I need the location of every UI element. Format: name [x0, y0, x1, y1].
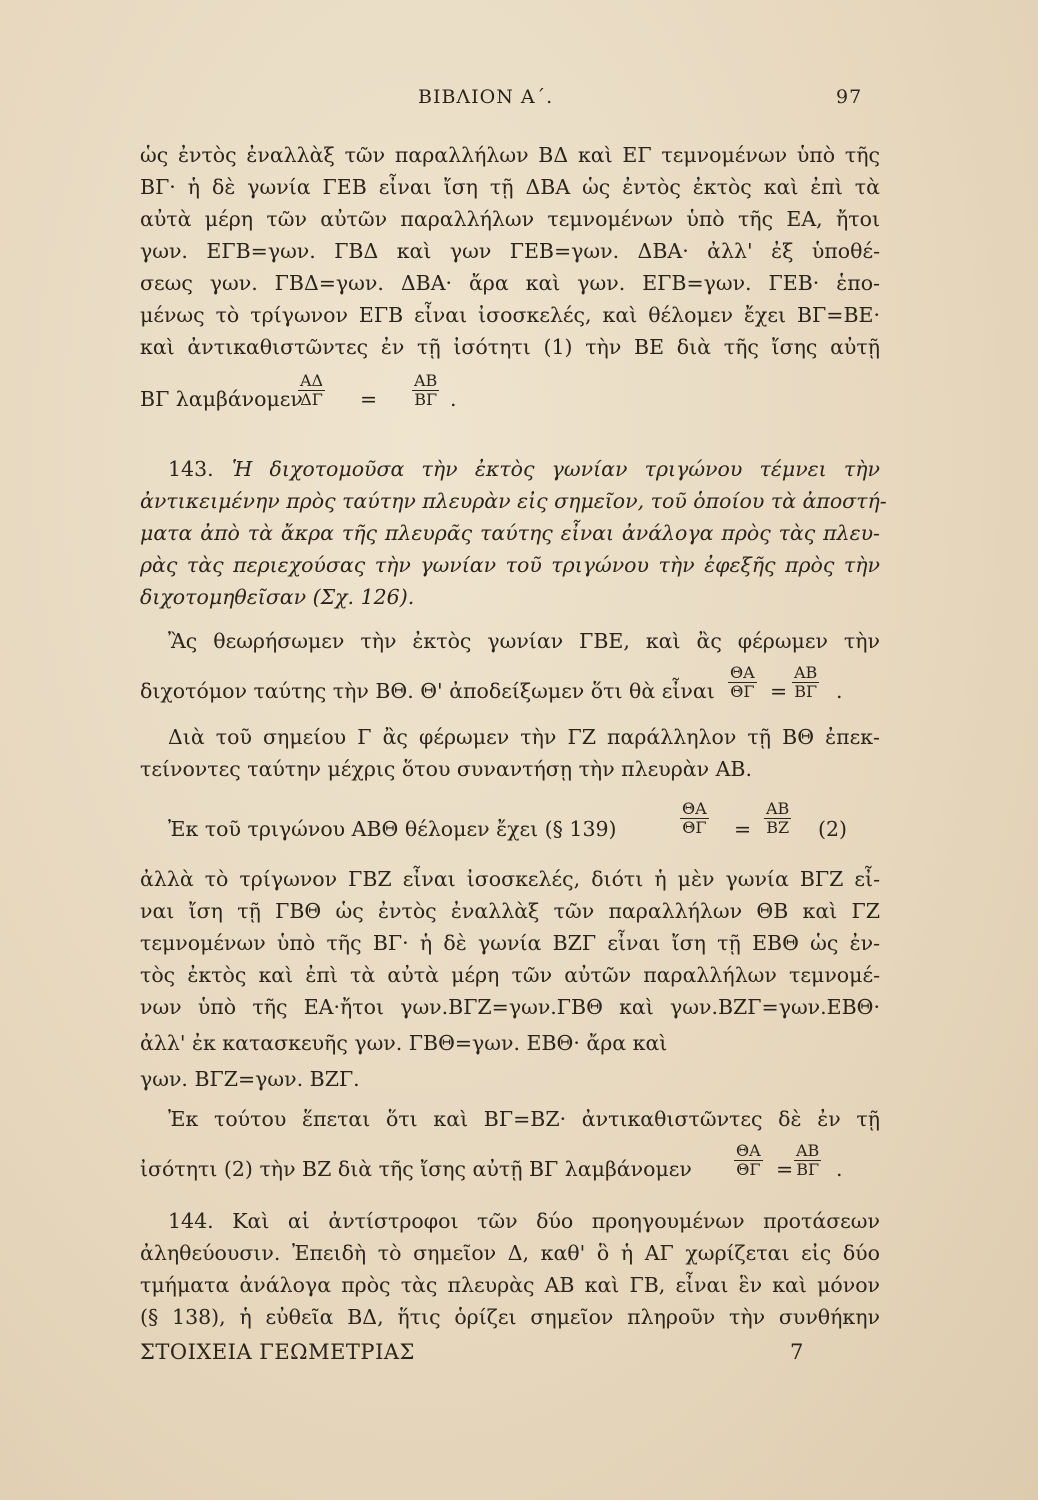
text-line: τὸς ἐκτὸς καὶ ἐπὶ τὰ αὐτὰ μέρη τῶν αὐτῶν παραλλήλων τεμνομέ- — [140, 963, 880, 987]
text-line: ἀληθεύουσιν. Ἐπειδὴ τὸ σημεῖον Δ, καθ' ὃ ἡ ΑΓ χωρίζεται εἰς δύο — [140, 1241, 880, 1265]
equation-text: ΒΓ λαμβάνομεν — [140, 387, 303, 411]
equation-text: Ἐκ τοῦ τριγώνου ΑΒΘ θέλομεν ἔχει (§ 139) — [168, 817, 617, 841]
numerator: ΘΑ — [682, 799, 707, 818]
fraction — [680, 800, 709, 837]
page-number: 97 — [836, 86, 863, 108]
signature-mark: ΣΤΟΙΧΕΙΑ ΓΕΩΜΕΤΡΙΑΣ — [140, 1340, 415, 1364]
text-line: 144. Καὶ αἱ ἀντίστροφοι τῶν δύο προηγουμένων προτάσεων — [168, 1209, 880, 1233]
text-line: αὐτὰ μέρη τῶν αὐτῶν παραλλήλων τεμνομένων ὑπὸ τῆς ΕΑ, ἤτοι — [140, 207, 880, 231]
theorem-line: Ἡ διχοτομοῦσα τὴν ἐκτὸς γωνίαν τριγώνου τέμνει τὴν — [232, 457, 880, 481]
text-line: γων. ΕΓΒ=γων. ΓΒΔ καὶ γων ΓΕΒ=γων. ΔΒΑ· ἀλλ' ἐξ ὑποθέ- — [140, 239, 880, 263]
text-line: ΒΓ· ἡ δὲ γωνία ΓΕΒ εἶναι ἴση τῇ ΔΒΑ ὡς ἐντὸς ἐκτὸς καὶ ἐπὶ τὰ — [140, 175, 880, 199]
period: . — [836, 1157, 843, 1181]
denominator: ΘΓ — [682, 818, 707, 837]
text-line: τμήματα ἀνάλογα πρὸς τὰς πλευρὰς ΑΒ καὶ ΓΒ, εἶναι ἓν καὶ μόνον — [140, 1273, 880, 1297]
denominator: ΒΖ — [766, 818, 790, 837]
text-line: ἀλλ' ἐκ κατασκευῆς γων. ΓΒΘ=γων. ΕΒΘ· ἄρα καὶ — [140, 1031, 668, 1055]
numerator: ΘΑ — [730, 663, 755, 682]
denominator: ΒΓ — [796, 1160, 820, 1179]
denominator: ΘΓ — [736, 1160, 761, 1179]
fraction — [728, 664, 757, 701]
text-line: Διὰ τοῦ σημείου Γ ἂς φέρωμεν τὴν ΓΖ παράλληλον τῇ ΒΘ ἐπεκ- — [168, 725, 880, 749]
section-number: 143. — [168, 457, 214, 481]
text-line: ὡς ἐντὸς ἐναλλὰξ τῶν παραλλήλων ΒΔ καὶ ΕΓ τεμνομένων ὑπὸ τῆς — [140, 143, 880, 167]
equals-sign: = — [776, 1157, 794, 1181]
denominator: ΘΓ — [730, 682, 755, 701]
denominator: ΒΓ — [794, 682, 818, 701]
numerator: ΑΒ — [414, 371, 438, 390]
numerator: ΑΒ — [796, 1141, 820, 1160]
period: . — [450, 387, 457, 411]
denominator: ΔΓ — [300, 390, 323, 409]
text-line: τείνοντες ταύτην μέχρις ὅτου συναντήσῃ τὴν πλευρὰν ΑΒ. — [140, 757, 752, 781]
running-header — [0, 86, 1038, 116]
text-line: σεως γων. ΓΒΔ=γων. ΔΒΑ· ἄρα καὶ γων. ΕΓΒ=γων. ΓΕΒ· ἑπο- — [140, 271, 880, 295]
equation-text: ἰσότητι (2) τὴν ΒΖ διὰ τῆς ἴσης αὐτῇ ΒΓ λαμβάνομεν — [140, 1157, 692, 1181]
equation-text: διχοτόμον ταύτης τὴν ΒΘ. Θ' ἀποδείξωμεν ὅτι θὰ εἶναι — [140, 679, 715, 703]
equals-sign: = — [734, 817, 752, 841]
fraction — [764, 800, 791, 837]
numerator: ΑΔ — [300, 371, 324, 390]
equals-sign: = — [360, 387, 378, 411]
numerator: ΑΒ — [766, 799, 790, 818]
numerator: ΘΑ — [736, 1141, 761, 1160]
theorem-line: ματα ἀπὸ τὰ ἄκρα τῆς πλευρᾶς ταύτης εἶναι ἀνάλογα πρὸς τὰς πλευ- — [140, 521, 880, 545]
text-line: καὶ ἀντικαθιστῶντες ἐν τῇ ἰσότητι (1) τὴν ΒΕ διὰ τῆς ἴσης αὐτῇ — [140, 335, 880, 359]
text-line: (§ 138), ἡ εὐθεῖα ΒΔ, ἥτις ὁρίζει σημεῖον πληροῦν τὴν συνθήκην — [140, 1305, 880, 1329]
denominator: ΒΓ — [414, 390, 438, 409]
period: . — [836, 679, 843, 703]
equation-tag: (2) — [818, 817, 848, 841]
fraction — [298, 372, 325, 409]
numerator: ΑΒ — [794, 663, 818, 682]
text-line: Ἐκ τούτου ἕπεται ὅτι καὶ ΒΓ=ΒΖ· ἀντικαθιστῶντες δὲ ἐν τῇ — [168, 1107, 880, 1131]
fraction — [794, 1142, 821, 1179]
text-line: Ἂς θεωρήσωμεν τὴν ἐκτὸς γωνίαν ΓΒΕ, καὶ ἂς φέρωμεν τὴν — [168, 629, 880, 653]
fraction — [734, 1142, 763, 1179]
theorem-line: ρὰς τὰς περιεχούσας τὴν γωνίαν τοῦ τριγώνου τὴν ἐφεξῆς πρὸς τὴν — [140, 553, 880, 577]
theorem-line: ἀντικειμένην πρὸς ταύτην πλευρὰν εἰς σημεῖον, τοῦ ὁποίου τὰ ἀποστή- — [140, 489, 887, 513]
text-line: ναι ἴση τῇ ΓΒΘ ὡς ἐντὸς ἐναλλὰξ τῶν παραλλήλων ΘΒ καὶ ΓΖ — [140, 899, 880, 923]
running-title: ΒΙΒΛΙΟΝ Α΄. — [418, 86, 554, 108]
text-line: γων. ΒΓΖ=γων. ΒΖΓ. — [140, 1067, 360, 1091]
fraction — [792, 664, 819, 701]
text-line: ἀλλὰ τὸ τρίγωνον ΓΒΖ εἶναι ἰσοσκελές, διότι ἡ μὲν γωνία ΒΓΖ εἶ- — [140, 867, 880, 891]
signature-footer — [140, 1340, 880, 1372]
theorem-line: διχοτομηθεῖσαν (Σχ. 126). — [140, 585, 415, 609]
equals-sign: = — [770, 679, 788, 703]
text-line: μένως τὸ τρίγωνον ΕΓΒ εἶναι ἰσοσκελές, καὶ θέλομεν ἔχει ΒΓ=ΒΕ· — [140, 303, 880, 327]
fraction — [412, 372, 439, 409]
text-line: τεμνομένων ὑπὸ τῆς ΒΓ· ἡ δὲ γωνία ΒΖΓ εἶναι ἴση τῇ ΕΒΘ ὡς ἐν- — [140, 931, 880, 955]
signature-number: 7 — [790, 1340, 804, 1364]
text-line: νων ὑπὸ τῆς ΕΑ·ἤτοι γων.ΒΓΖ=γων.ΓΒΘ καὶ γων.ΒΖΓ=γων.ΕΒΘ· — [140, 995, 880, 1019]
